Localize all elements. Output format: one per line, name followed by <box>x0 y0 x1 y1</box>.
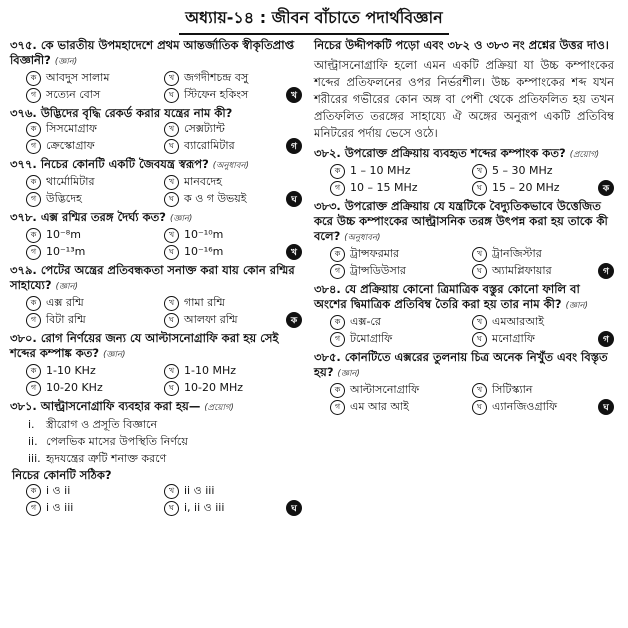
option-label: ট্রান্সফরমার <box>350 247 400 260</box>
option-gha[interactable] <box>472 180 614 196</box>
answer-badge: ঘ <box>286 191 302 207</box>
option-bubble: গ <box>330 332 345 347</box>
option-bubble: গ <box>330 181 345 196</box>
option-gha[interactable] <box>472 263 614 279</box>
option-ga[interactable] <box>26 312 164 328</box>
option-bubble: ক <box>26 296 41 311</box>
option-bubble: ক <box>26 122 41 137</box>
option-kha[interactable] <box>164 70 302 86</box>
option-bubble: ঘ <box>164 501 179 516</box>
option-ga[interactable] <box>26 87 164 103</box>
statement-number: iii. <box>28 452 41 465</box>
option-bubble: খ <box>164 175 179 190</box>
difficulty-tag: (জ্ঞান) <box>55 282 78 292</box>
option-bubble: ঘ <box>472 264 487 279</box>
option-bubble: গ <box>26 139 41 154</box>
option-bubble: ঘ <box>472 181 487 196</box>
question-stem: কোনটিতে এক্সরের তুলনায় চিত্র অনেক নিখুঁত এবং বিস্তৃত হয়? <box>314 350 608 379</box>
option-bubble: খ <box>164 71 179 86</box>
option-bubble: ঘ <box>164 381 179 396</box>
option-bubble: ঘ <box>164 88 179 103</box>
difficulty-tag: (প্রয়োগ) <box>569 150 600 160</box>
option-ka[interactable] <box>26 174 164 190</box>
option-label: 1 – 10 MHz <box>350 164 411 177</box>
option-bubble: ঘ <box>164 245 179 260</box>
difficulty-tag: (অনুধাবন) <box>212 161 249 171</box>
question-stem: যে প্রক্রিয়ায় কোনো ত্রিমাত্রিক বস্তুর কোনো ফালি বা অংশের দ্বিমাত্রিক প্রতিবিম্ব তৈরি করা হয় তার নাম কী? <box>314 282 580 311</box>
answer-badge: ঘ <box>286 500 302 516</box>
option-bubble: গ <box>26 245 41 260</box>
question-379 <box>10 263 302 328</box>
question-stem: রোগ নির্ণয়ের জন্য যে আল্টাসনোগ্রাফি করা হয় সেই শব্দের কম্পাঙ্ক কত? <box>10 331 279 360</box>
option-label: ট্রানজিস্টার <box>492 247 542 260</box>
options-grid <box>10 174 302 207</box>
option-ga[interactable] <box>26 500 164 516</box>
option-gha[interactable] <box>164 380 302 396</box>
option-label: ট্রান্সডিউসার <box>350 264 406 277</box>
option-label: মনোগ্রাফি <box>492 332 535 345</box>
option-ka[interactable] <box>330 163 472 179</box>
question-384 <box>314 282 614 347</box>
option-ga[interactable] <box>330 331 472 347</box>
question-text <box>10 263 302 295</box>
left-column <box>10 38 302 519</box>
option-kha[interactable] <box>472 246 614 262</box>
question-text <box>314 350 614 382</box>
option-kha[interactable] <box>472 382 614 398</box>
option-bubble: খ <box>472 247 487 262</box>
option-bubble: ঘ <box>472 332 487 347</box>
option-bubble: খ <box>164 484 179 499</box>
option-label: আলফা রশ্মি <box>184 313 238 326</box>
option-label: ii ও iii <box>184 484 215 497</box>
option-ga[interactable] <box>26 191 164 207</box>
answer-badge: খ <box>286 244 302 260</box>
option-bubble: ক <box>330 247 345 262</box>
option-bubble: ক <box>26 175 41 190</box>
statement-list <box>10 416 302 467</box>
option-ka[interactable] <box>26 70 164 86</box>
difficulty-tag: (জ্ঞান) <box>565 301 588 311</box>
options-grid <box>10 295 302 328</box>
question-number: ৩৭৫. <box>10 38 37 52</box>
answer-badge: ক <box>598 180 614 196</box>
option-gha[interactable] <box>472 399 614 415</box>
option-bubble: ক <box>330 383 345 398</box>
option-bubble: গ <box>26 88 41 103</box>
difficulty-tag: (জ্ঞান) <box>337 369 360 379</box>
option-label: 10-20 MHz <box>184 381 243 394</box>
option-bubble: ঘ <box>164 139 179 154</box>
question-385 <box>314 350 614 415</box>
option-label: i, ii ও iii <box>184 501 225 514</box>
option-ga[interactable] <box>26 380 164 396</box>
option-bubble: খ <box>164 122 179 137</box>
question-text <box>314 146 614 163</box>
option-label: আবদুস সালাম <box>46 71 110 84</box>
option-bubble: খ <box>472 383 487 398</box>
option-kha[interactable] <box>164 295 302 311</box>
question-stem: পেটের অন্ত্রের প্রতিবন্ধকতা সনাক্ত করা যায় কোন রশ্মির সাহায্যে? <box>10 263 295 292</box>
option-ka[interactable] <box>330 314 472 330</box>
question-stem: উপরোক্ত প্রক্রিয়ায় যে যন্ত্রটিকে বৈদ্যুতিকভাবে উত্তেজিত করে উচ্চ কম্পাংকের আল্ট্রাসনিক তরঙ্গ উৎপন্ন করা হয় তাকে কী বলে? <box>314 199 608 243</box>
option-ga[interactable] <box>330 180 472 196</box>
option-label: সেক্সট্যান্ট <box>184 122 225 135</box>
question-number: ৩৭৭. <box>10 157 37 171</box>
option-label: ক্রেস্কোগ্রাফ <box>46 139 95 152</box>
question-number: ৩৮৫. <box>314 350 341 364</box>
option-label: 10⁻⁸m <box>46 228 81 241</box>
question-stem: এক্স রশ্মির তরঙ্গ দৈর্ঘ্য কত? <box>40 210 166 224</box>
option-label: ব্যারোমিটার <box>184 139 235 152</box>
statement-number: i. <box>28 418 35 431</box>
option-label: উদ্ভিদেহ <box>46 192 82 205</box>
statement-item <box>28 416 302 433</box>
question-text <box>10 399 302 416</box>
option-kha[interactable] <box>164 174 302 190</box>
option-bubble: ক <box>26 71 41 86</box>
option-label: বিটা রশ্মি <box>46 313 86 326</box>
question-number: ৩৭৬. <box>10 106 37 120</box>
option-label: এম আর আই <box>350 400 409 413</box>
option-bubble: ক <box>330 164 345 179</box>
option-label: এক্স-রে <box>350 315 381 328</box>
option-bubble: গ <box>330 400 345 415</box>
question-382 <box>314 146 614 196</box>
passage-instruction: নিচের উদ্দীপকটি পড়ো এবং ৩৮২ ও ৩৮৩ নং প্রশ্নের উত্তর দাও। <box>314 38 609 52</box>
option-label: 15 – 20 MHz <box>492 181 560 194</box>
option-label: টমোগ্রাফি <box>350 332 393 345</box>
option-label: 1-10 MHz <box>184 364 236 377</box>
answer-badge: গ <box>286 138 302 154</box>
option-bubble: গ <box>330 264 345 279</box>
option-gha[interactable] <box>472 331 614 347</box>
option-ka[interactable] <box>26 483 164 499</box>
question-stem: কে ভারতীয় উপমহাদেশে প্রথম আন্তর্জাতিক স্বীকৃতিপ্রাপ্ত বিজ্ঞানী? <box>10 38 295 67</box>
option-ga[interactable] <box>26 138 164 154</box>
question-375 <box>10 38 302 103</box>
option-ga[interactable] <box>26 244 164 260</box>
option-label: অ্যামপ্লিফায়ার <box>492 264 552 277</box>
question-number: ৩৮১. <box>10 399 37 413</box>
question-number: ৩৭৮. <box>10 210 37 224</box>
option-ka[interactable] <box>26 227 164 243</box>
option-ga[interactable] <box>330 399 472 415</box>
answer-badge: খ <box>286 87 302 103</box>
option-gha[interactable] <box>164 244 302 260</box>
passage-text: আল্ট্রাসনোগ্রাফি হলো এমন একটি প্রক্রিয়া যা উচ্চ কম্পাংকের শব্দের প্রতিফলনের ওপর নির্ভরশীল। উচ্চ কম্পাংকের শব্দ যখন শরীরের গভীরের কোন অঙ্গ বা পেশী থেকে প্রতিফলিত হয় তখন প্রতিফলিত তরঙ্গের সাহায্যে ঐ অঙ্গের অনুরূপ একটি প্রতিবিম্ব মনিটরের পর্দায় ভেসে ওঠে। <box>314 58 614 140</box>
option-kha[interactable] <box>472 163 614 179</box>
option-label: 10⁻¹³m <box>46 245 86 258</box>
option-kha[interactable] <box>164 363 302 379</box>
option-kha[interactable] <box>164 483 302 499</box>
answer-badge: গ <box>598 263 614 279</box>
question-stem: আল্ট্রাসনোগ্রাফি ব্যবহার করা হয়— <box>40 399 201 413</box>
question-stem: নিচের কোনটি একটি জৈবযন্ত্র স্বরূপ? <box>40 157 209 171</box>
option-ka[interactable] <box>330 382 472 398</box>
question-text <box>314 199 614 246</box>
question-text <box>314 282 614 314</box>
question-380 <box>10 331 302 396</box>
difficulty-tag: (অনুধাবন) <box>344 233 381 243</box>
option-ga[interactable] <box>330 263 472 279</box>
option-label: সিটিস্ক্যান <box>492 383 533 396</box>
statement-item <box>28 450 302 467</box>
option-kha[interactable] <box>472 314 614 330</box>
option-gha[interactable] <box>164 191 302 207</box>
question-text <box>10 157 302 174</box>
option-bubble: ক <box>26 228 41 243</box>
options-grid <box>314 246 614 279</box>
option-ka[interactable] <box>26 121 164 137</box>
options-grid <box>314 314 614 347</box>
option-bubble: গ <box>26 192 41 207</box>
statement-number: ii. <box>28 435 38 448</box>
option-bubble: ক <box>330 315 345 330</box>
option-bubble: ক <box>26 364 41 379</box>
options-grid <box>10 363 302 396</box>
question-stem: উদ্ভিদের বৃদ্ধি রেকর্ড করার যন্ত্রের নাম কী? <box>40 106 233 120</box>
option-bubble: খ <box>472 315 487 330</box>
question-text <box>10 38 302 70</box>
option-gha[interactable] <box>164 87 302 103</box>
page-header <box>0 0 628 34</box>
question-text <box>10 210 302 227</box>
difficulty-tag: (জ্ঞান) <box>103 350 126 360</box>
option-kha[interactable] <box>164 121 302 137</box>
option-label: এ্যানজিওগ্রাফি <box>492 400 558 413</box>
question-377 <box>10 157 302 207</box>
question-number: ৩৮৪. <box>314 282 341 296</box>
question-381 <box>10 399 302 516</box>
options-grid <box>10 227 302 260</box>
option-label: 10 – 15 MHz <box>350 181 418 194</box>
question-383 <box>314 199 614 279</box>
option-kha[interactable] <box>164 227 302 243</box>
difficulty-tag: (জ্ঞান) <box>54 57 78 67</box>
options-grid <box>10 70 302 103</box>
option-bubble: খ <box>164 228 179 243</box>
right-column <box>314 38 614 418</box>
option-label: i ও iii <box>46 501 74 514</box>
option-label: আল্টাসনোগ্রাফি <box>350 383 420 396</box>
question-378 <box>10 210 302 260</box>
question-number: ৩৭৯. <box>10 263 37 277</box>
option-label: 10⁻¹⁰m <box>184 228 224 241</box>
option-label: থার্মোমিটার <box>46 175 95 188</box>
option-bubble: গ <box>26 313 41 328</box>
option-ka[interactable] <box>26 363 164 379</box>
option-bubble: গ <box>26 381 41 396</box>
option-label: গামা রশ্মি <box>184 296 225 309</box>
option-label: 10⁻¹⁶m <box>184 245 224 258</box>
question-text <box>10 106 302 121</box>
option-ka[interactable] <box>26 295 164 311</box>
option-gha[interactable] <box>164 138 302 154</box>
difficulty-tag: (জ্ঞান) <box>170 214 193 224</box>
difficulty-tag: (প্রয়োগ) <box>204 403 234 413</box>
option-label: স্টিফেন হকিংস <box>184 88 249 101</box>
option-bubble: ক <box>26 484 41 499</box>
question-number: ৩৮২. <box>314 146 341 160</box>
option-label: জগদীশচন্দ্র বসু <box>184 71 249 84</box>
option-label: মানবদেহ <box>184 175 222 188</box>
question-376 <box>10 106 302 154</box>
option-label: সত্যেন বোস <box>46 88 101 101</box>
option-label: এমআরআই <box>492 315 544 328</box>
answer-badge: ক <box>286 312 302 328</box>
option-bubble: ঘ <box>472 400 487 415</box>
option-gha[interactable] <box>164 312 302 328</box>
question-number: ৩৮৩. <box>314 199 341 213</box>
options-grid <box>10 121 302 154</box>
options-grid <box>314 382 614 415</box>
option-bubble: খ <box>472 164 487 179</box>
question-prompt: নিচের কোনটি সঠিক? <box>12 468 112 482</box>
option-label: এক্স রশ্মি <box>46 296 84 309</box>
option-gha[interactable] <box>164 500 302 516</box>
statement-item <box>28 433 302 450</box>
question-stem: উপরোক্ত প্রক্রিয়ায় ব্যবহৃত শব্দের কম্পাংক কত? <box>344 146 566 160</box>
answer-badge: ঘ <box>598 399 614 415</box>
options-grid <box>314 163 614 196</box>
option-ka[interactable] <box>330 246 472 262</box>
statement-text: স্ত্রীরোগ ও প্রসূতি বিজ্ঞানে <box>46 418 158 431</box>
question-text <box>10 331 302 363</box>
option-bubble: ঘ <box>164 313 179 328</box>
option-label: i ও ii <box>46 484 71 497</box>
option-bubble: খ <box>164 296 179 311</box>
option-bubble: ঘ <box>164 192 179 207</box>
answer-badge: গ <box>598 331 614 347</box>
statement-text: হৃদযন্ত্রের ত্রুটি শনাক্ত করণে <box>46 452 167 465</box>
statement-text: পেলভিক মাসের উপস্থিতি নির্ণয়ে <box>46 435 188 448</box>
option-label: 10-20 KHz <box>46 381 103 394</box>
option-bubble: খ <box>164 364 179 379</box>
option-label: সিসমোগ্রাফ <box>46 122 97 135</box>
option-label: ক ও গ উভয়ই <box>184 192 247 205</box>
option-bubble: গ <box>26 501 41 516</box>
question-number: ৩৮০. <box>10 331 37 345</box>
option-label: 1-10 KHz <box>46 364 96 377</box>
option-label: 5 – 30 MHz <box>492 164 553 177</box>
options-grid <box>10 483 302 516</box>
chapter-title: অধ্যায়-১৪ : জীবন বাঁচাতে পদার্থবিজ্ঞান <box>179 4 448 35</box>
